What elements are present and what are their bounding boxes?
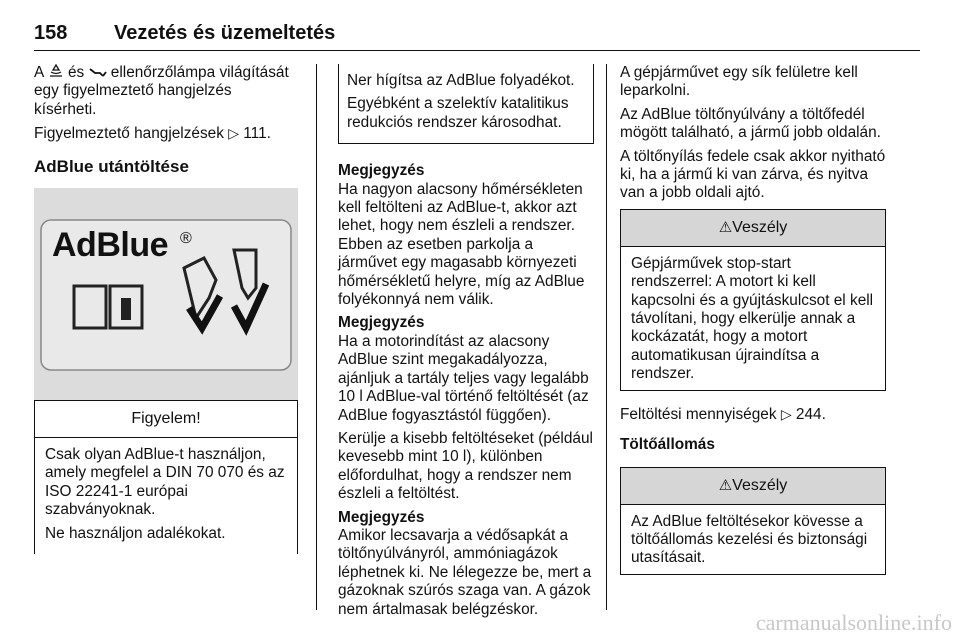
note-text-3: Amikor lecsavarja a védősapkát a töltőnyúlványról, ammóniagázok léphetnek ki. Ne lélegezze be, mert a gázoknak szúrós szaga van. A gázok nem ártalmasak belégzéskor. [338,526,592,618]
note-title-2: Megjegyzés [338,314,425,332]
paragraph-1: A gépjárművet egy sík felületre kell leparkolni. [620,64,858,100]
paragraph-3: A töltőnyílás fedele csak akkor nyitható ki, ha a jármű ki van zárva, és nyitva van a jobb oldali ajtó. [620,147,886,202]
subsection-title: Töltőállomás [620,436,715,454]
caution-body: Csak olyan AdBlue-t használjon, amely megfelel a DIN 70 070 és az ISO 22241-1 európai szabványoknak. Ne használjon adalékokat. [45,446,285,542]
danger-box-2 [620,467,886,575]
column-divider-1 [316,64,317,610]
page-header [34,22,920,51]
ref-paragraph: Figyelmeztető hangjelzések ▷ 111. [34,125,271,143]
danger-title-2: ⚠Veszély [621,468,885,505]
ref-paragraph-3: Feltöltési mennyiségek ▷ 244. [620,405,826,423]
danger-box-1 [620,209,886,391]
note-text-2: Ha a motorindítást az alacsony AdBlue szint megakadályozza, ajánljuk a tartály teljes vagy legalább 10 l AdBlue-val történő feltöltését (az AdBlue fogyasztástól függően). [338,332,589,424]
warning-icon: ⚠ [718,218,733,236]
section-title: AdBlue utántöltése [34,156,189,176]
caution-box [34,400,298,554]
note-text-1: Ha nagyon alacsony hőmérsékleten kell feltölteni az AdBlue-t, akkor azt lehet, hogy nem észleli a rendszer. Ebben az esetben parkolja a járművet egy magasabb környezeti hőmérsékletű helyre, míg az AdBlue folyékonnyá nem válik. [338,180,585,309]
danger-title-1: ⚠Veszély [621,210,885,247]
exhaust-warning-icon [89,66,107,78]
caution-title: Figyelem! [35,400,297,438]
danger-body-2: Az AdBlue feltöltésekor kövesse a töltőállomás kezelési és biztonsági utasításait. [631,512,868,567]
watermark: carmanualsonline.info [755,610,952,635]
adblue-warning-icon [48,64,64,78]
caution-continued-box: Ner hígítsa az AdBlue folyadékot. Egyébként a szelektív katalitikus redukciós rendszer károsodhat. [338,64,594,144]
column-3 [620,64,886,575]
column-2 [338,64,594,624]
note-title-1: Megjegyzés [338,162,425,180]
column-divider-2 [606,64,607,610]
refill-paragraph: Kerülje a kisebb feltöltéseket (például kevesebb mint 10 l), különben előfordulhat, hogy a rendszer nem észleli a feltöltést. [338,429,593,503]
paragraph-2: Az AdBlue töltőnyúlvány a töltőfedél mögött található, a jármű jobb oldalán. [620,105,881,142]
intro-paragraph: A és ellenőrzőlámpa világítását egy figyelmeztető hangjelzés kísérheti. [34,64,289,118]
ref-arrow-icon: ▷ [780,405,792,422]
note-title-3: Megjegyzés [338,508,425,526]
ref-arrow-icon: ▷ [228,125,239,142]
registered-mark: ® [180,230,192,248]
page-number: 158 [34,22,68,44]
warning-icon: ⚠ [718,476,733,494]
column-1 [34,64,298,554]
page-title: Vezetés és üzemeltetés [114,22,336,44]
adblue-illustration [34,188,298,400]
danger-body-1: Gépjárművek stop-start rendszerrel: A motort ki kell kapcsolni és a gyújtáskulcsot el kell távolítani, hogy elkerülje annak a kockázatát, hogy a motort automatikusan újraindítsa a rendszer. [631,254,874,383]
adblue-logo-text: AdBlue [52,226,168,265]
